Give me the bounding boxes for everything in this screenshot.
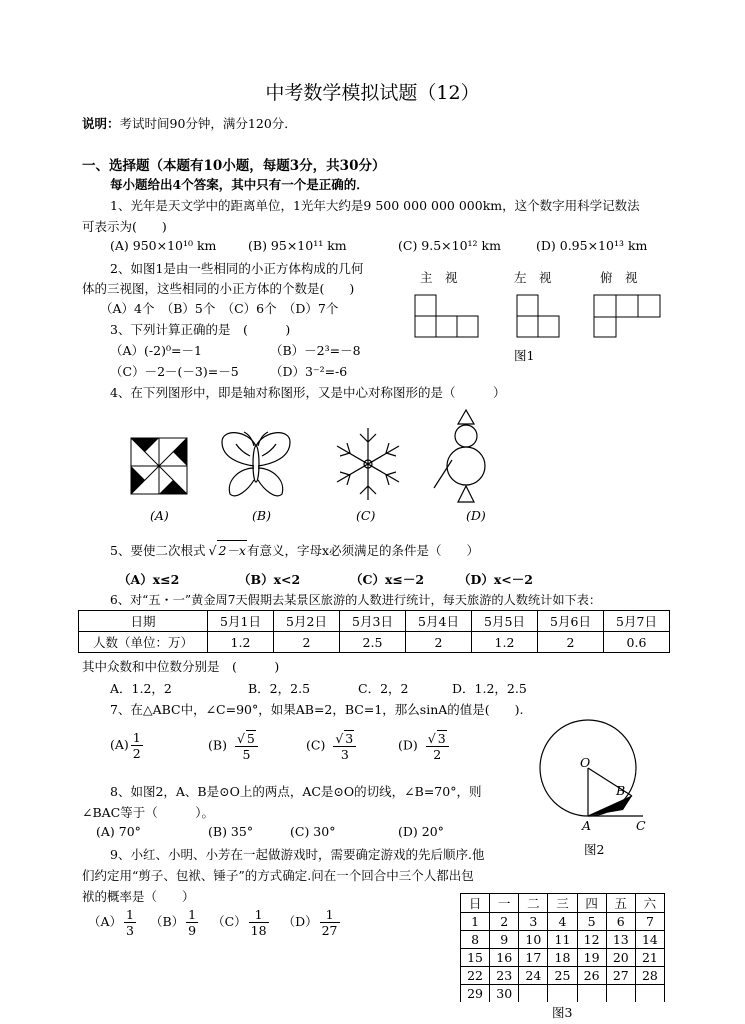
page-title: 中考数学模拟试题（12） [265, 82, 480, 104]
q7-d-num: 3 [437, 731, 446, 746]
q1-option-d: (D) 0.95×10¹³ km [536, 238, 648, 253]
q7-d-den: 2 [433, 747, 442, 762]
q7-a-den: 2 [132, 746, 141, 761]
calendar-cell: 22 [461, 967, 490, 985]
calendar-cell: 25 [548, 967, 577, 985]
q9-d-den: 27 [321, 923, 338, 938]
calendar-cell: 1 [461, 913, 490, 931]
q3-option-b: （B）－2³=－8 [270, 343, 361, 358]
calendar-header-cell: 一 [490, 894, 519, 913]
q5-option-a: （A）x≤2 [118, 572, 180, 587]
q3-option-c: （C）－2－(－3)=－5 [110, 364, 239, 379]
calendar-header-cell: 五 [606, 894, 635, 913]
q9-b-den: 9 [188, 923, 197, 938]
fig1-front-view [415, 295, 436, 316]
fig2-label-a: A [582, 818, 592, 833]
table-cell: 2 [538, 632, 604, 653]
fig1-front-label: 主 视 [420, 270, 458, 285]
table-cell: 0.6 [604, 632, 670, 653]
calendar-cell: 27 [606, 967, 635, 985]
circle-tangent-figure [535, 720, 670, 830]
q4-stem: 4、在下列图形中，即是轴对称图形，又是中心对称图形的是（ ） [110, 385, 506, 400]
q6-option-d: D．1.2，2.5 [452, 681, 527, 696]
table-header-cell: 5月2日 [274, 611, 340, 632]
section-instruction: 每小题给出4个答案，其中只有一个是正确的． [110, 177, 369, 192]
calendar-cell: 5 [577, 913, 606, 931]
calendar-cell: 26 [577, 967, 606, 985]
calendar-cell: 30 [490, 985, 519, 1003]
table-header-cell: 5月3日 [340, 611, 406, 632]
calendar-cell: 9 [490, 931, 519, 949]
calendar-row [461, 949, 665, 967]
fig2-caption: 图2 [584, 842, 605, 857]
calendar-header-cell: 三 [548, 894, 577, 913]
fig1-three-views [410, 292, 670, 342]
calendar-header-cell: 二 [519, 894, 548, 913]
snowflake-arm [337, 428, 399, 500]
fig3-caption: 图3 [552, 1005, 573, 1020]
q4-label-b: (B) [252, 508, 271, 523]
table-header-cell: 5月6日 [538, 611, 604, 632]
calendar-cell: 6 [606, 913, 635, 931]
pinwheel-figure [128, 435, 190, 497]
calendar-cell: 24 [519, 967, 548, 985]
calendar-header-cell: 六 [635, 894, 664, 913]
table-header-cell: 5月1日 [208, 611, 274, 632]
q7-b-num: 5 [246, 731, 255, 746]
q2-stem: 2、如图1是由一些相同的小正方体构成的几何 [110, 261, 364, 276]
q7-option-b: (B) $\frac{√ 5}{5}$ [208, 730, 260, 762]
calendar-table [460, 893, 665, 1002]
table-row [79, 632, 670, 653]
calendar-cell: 7 [635, 913, 664, 931]
q7-stem: 7、在△ABC中，∠C=90°，如果AB=2，BC=1，那么sinA的值是( ). [110, 702, 524, 717]
q7-a-num: 1 [132, 730, 141, 745]
q5-stem-post: 有意义，字母x必须满足的条件是（ ） [246, 543, 480, 558]
note-text: 考试时间90分钟，满分120分． [119, 116, 297, 131]
table-row-label: 人数（单位：万） [79, 632, 208, 653]
q9-a-num: 1 [126, 907, 134, 922]
q7-option-a [110, 730, 145, 761]
calendar-cell: 14 [635, 931, 664, 949]
q1-option-a: (A) 950×10¹⁰ km [110, 238, 217, 253]
q7-option-d: (D) $\frac{√ 3}{2}$ [398, 730, 451, 762]
calendar-cell: 13 [606, 931, 635, 949]
q6-stem: 6、对“五・一”黄金周7天假期去某景区旅游的人数进行统计，每天旅游的人数统计如下表： [110, 593, 602, 607]
q1-option-c: (C) 9.5×10¹² km [398, 238, 501, 253]
q4-label-a: (A) [150, 508, 169, 523]
table-cell: 1.2 [208, 632, 274, 653]
q9-d-num: 1 [320, 907, 340, 923]
q7-b-den: 5 [242, 747, 251, 762]
fig1-caption: 图1 [514, 348, 535, 363]
q3-option-d: （D）3⁻²=-6 [270, 364, 348, 379]
calendar-row [461, 931, 665, 949]
calendar-header-cell: 四 [577, 894, 606, 913]
calendar-row [461, 985, 665, 1003]
q9-a-label: （A） [88, 914, 123, 929]
q7-a-label: (A) [110, 737, 129, 752]
q8-option-b: (B) 35° [208, 824, 254, 839]
q8-stem: 8、如图2，A、B是⊙O上的两点，AC是⊙O的切线，∠B=70°，则 [110, 784, 482, 799]
q9-options [88, 907, 342, 938]
calendar-cell: 8 [461, 931, 490, 949]
q9-c-den: 18 [250, 923, 267, 938]
calendar-cell [577, 985, 606, 1003]
fig1-top-label: 俯 视 [600, 270, 638, 285]
calendar-cell [606, 985, 635, 1003]
table-cell: 2.5 [340, 632, 406, 653]
calendar-cell: 18 [548, 949, 577, 967]
calendar-cell [548, 985, 577, 1003]
calendar-cell: 21 [635, 949, 664, 967]
calendar-cell [519, 985, 548, 1003]
q7-c-num: 3 [345, 731, 354, 746]
tourism-table [78, 610, 670, 653]
q5-option-d: （D）x<－2 [458, 572, 533, 587]
calendar-cell: 10 [519, 931, 548, 949]
calendar-cell: 29 [461, 985, 490, 1003]
q8-option-a: (A) 70° [96, 824, 141, 839]
q1-option-b: (B) 95×10¹¹ km [248, 238, 347, 253]
q3-option-a: （A）(-2)⁰=－1 [110, 343, 202, 358]
table-header-cell: 5月4日 [406, 611, 472, 632]
q7-d-label: (D) [398, 737, 418, 753]
calendar-row [461, 913, 665, 931]
q9-a-den: 3 [126, 923, 134, 938]
q9-c-num: 1 [249, 907, 269, 923]
q1-stem-cont: 可表示为( ) [82, 219, 167, 234]
table-header-cell: 日期 [79, 611, 208, 632]
fig2-label-c: C [636, 818, 646, 833]
table-cell: 1.2 [472, 632, 538, 653]
q9-d-label: （D） [282, 914, 318, 929]
calendar-cell: 3 [519, 913, 548, 931]
q9-stem-cont: 们约定用“剪子、包袱、锤子”的方式确定.问在一个回合中三个人都出包 [82, 868, 474, 883]
q5-stem-pre: 5、要使二次根式 [110, 543, 206, 558]
q6-option-a: A．1.2，2 [110, 681, 172, 696]
table-cell: 2 [274, 632, 340, 653]
q8-stem-cont: ∠BAC等于（ ）。 [82, 805, 215, 820]
calendar-cell: 19 [577, 949, 606, 967]
q5-option-b: （B）x<2 [238, 572, 301, 587]
q1-stem: 1、光年是天文学中的距离单位，1光年大约是9 500 000 000 000km，这个数字用科学记数法 [110, 198, 640, 213]
q9-b-label: （B） [149, 914, 185, 929]
calendar-cell: 15 [461, 949, 490, 967]
q2-options: （A）4个 （B）5个 （C）6个 （D）7个 [100, 301, 339, 316]
q8-option-c: (C) 30° [290, 824, 336, 839]
q7-b-label: (B) [208, 737, 227, 753]
calendar-header-row [461, 894, 665, 913]
q7-c-den: 3 [340, 747, 349, 762]
calendar-row [461, 967, 665, 985]
fig1-top-view [594, 295, 616, 317]
q9-stem: 9、小红、小明、小芳在一起做游戏时，需要确定游戏的先后顺序.他 [110, 847, 485, 862]
snowflake-figure [330, 426, 406, 502]
fig2-label-b: B [616, 783, 626, 798]
table-header-cell: 5月7日 [604, 611, 670, 632]
note-label: 说明： [82, 116, 120, 131]
calendar-cell [635, 985, 664, 1003]
q5-option-c: （C）x≤－2 [350, 572, 425, 587]
calendar-cell: 23 [490, 967, 519, 985]
q4-label-d: (D) [466, 508, 486, 523]
calendar-cell: 11 [548, 931, 577, 949]
snowman-figure [432, 406, 494, 506]
section-heading: 一、选择题（本题有10小题，每题3分，共30分） [82, 158, 386, 174]
calendar-cell: 2 [490, 913, 519, 931]
q7-c-label: (C) [306, 737, 326, 753]
table-cell: 2 [406, 632, 472, 653]
q6-option-b: B．2，2.5 [248, 681, 311, 696]
q9-stem-cont2: 袱的概率是（ ） [82, 889, 195, 904]
calendar-cell: 17 [519, 949, 548, 967]
q3-stem: 3、下列计算正确的是 ( ) [110, 322, 291, 337]
fig2-label-o: O [580, 755, 591, 770]
q8-option-d: (D) 20° [398, 824, 444, 839]
calendar-header-cell: 日 [461, 894, 490, 913]
q5-stem: 5、要使二次根式 √ 2－x有意义，字母x必须满足的条件是（ ） [110, 540, 479, 559]
q6-option-c: C．2，2 [358, 681, 409, 696]
q9-b-num: 1 [188, 907, 197, 922]
butterfly-figure [218, 428, 294, 502]
q4-label-c: (C) [356, 508, 376, 523]
calendar-cell: 4 [548, 913, 577, 931]
calendar-cell: 20 [606, 949, 635, 967]
calendar-cell: 12 [577, 931, 606, 949]
exam-note [82, 114, 297, 132]
table-header-row [79, 611, 670, 632]
fig1-side-label: 左 视 [514, 270, 552, 285]
calendar-cell: 16 [490, 949, 519, 967]
calendar-cell: 28 [635, 967, 664, 985]
q2-stem-cont: 体的三视图，这些相同的小正方体的个数是( ) [82, 281, 355, 296]
fig1-side-view [517, 295, 538, 316]
q9-c-label: （C） [212, 914, 247, 929]
table-header-cell: 5月5日 [472, 611, 538, 632]
q5-radicand: 2－x [217, 540, 247, 559]
q6-question: 其中众数和中位数分别是 ( ) [82, 659, 280, 674]
q7-option-c: (C) $\frac{√ 3}{3}$ [306, 730, 358, 762]
